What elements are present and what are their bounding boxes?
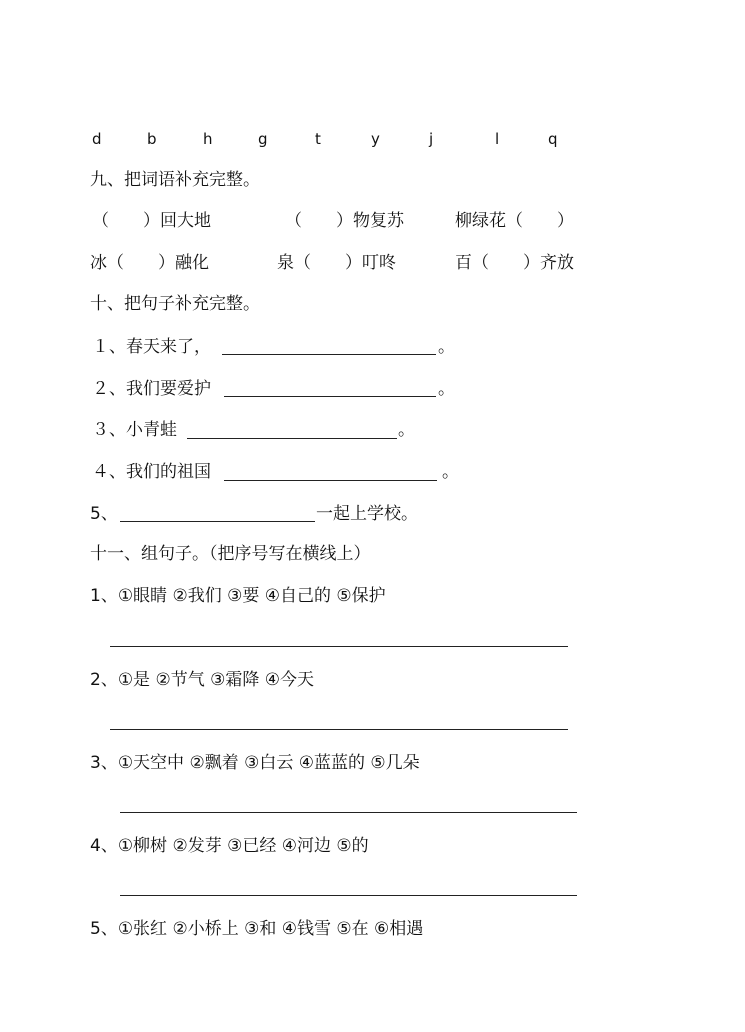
sentence-suffix: 。 [398,420,415,440]
sentence-prefix: ４、我们的祖国 [92,462,211,482]
section9-title: 九、把词语补充完整。 [90,170,260,190]
answer-line[interactable] [120,895,577,896]
phrase-blank: （ ）物复苏 [285,211,404,231]
sentence-suffix: 。 [442,462,459,482]
sentence-prefix: １、春天来了， [92,337,211,357]
phrase-blank: 泉（ ）叮咚 [277,253,396,273]
section10-title: 十、把句子补充完整。 [90,294,260,314]
letter-b: b [147,130,157,148]
section11-title: 十一、组句子。（把序号写在横线上） [90,544,371,564]
answer-line[interactable] [222,354,436,355]
phrase-blank: 柳绿花（ ） [455,211,574,231]
letter-d: d [92,130,102,148]
letter-j: j [429,130,434,148]
sentence-suffix: 。 [438,337,455,357]
answer-line[interactable] [120,521,315,522]
letter-t: t [315,130,321,148]
letter-l: l [495,130,500,148]
sentence-prefix: ２、我们要爱护 [92,379,211,399]
answer-line[interactable] [110,646,568,647]
phrase-blank: 冰（ ）融化 [90,253,209,273]
word-order-item: 4、①柳树 ②发芽 ③已经 ④河边 ⑤的 [90,836,369,856]
answer-line[interactable] [110,729,568,730]
letter-g: g [258,130,268,148]
answer-line[interactable] [120,812,577,813]
phrase-blank: （ ）回大地 [92,211,211,231]
answer-line[interactable] [224,396,436,397]
answer-line[interactable] [187,438,397,439]
answer-line[interactable] [224,480,437,481]
word-order-item: 2、①是 ②节气 ③霜降 ④今天 [90,670,314,690]
letter-y: y [371,130,380,148]
phrase-blank: 百（ ）齐放 [455,253,574,273]
sentence-prefix: 5、 [90,504,118,524]
word-order-item: 1、①眼睛 ②我们 ③要 ④自己的 ⑤保护 [90,586,386,606]
sentence-prefix: ３、小青蛙 [92,420,177,440]
letter-q: q [548,130,558,148]
sentence-suffix: 。 [438,379,455,399]
word-order-item: 3、①天空中 ②飘着 ③白云 ④蓝蓝的 ⑤几朵 [90,753,420,773]
sentence-suffix: 一起上学校。 [316,504,418,524]
letter-h: h [203,130,213,148]
word-order-item: 5、①张红 ②小桥上 ③和 ④钱雪 ⑤在 ⑥相遇 [90,919,424,939]
